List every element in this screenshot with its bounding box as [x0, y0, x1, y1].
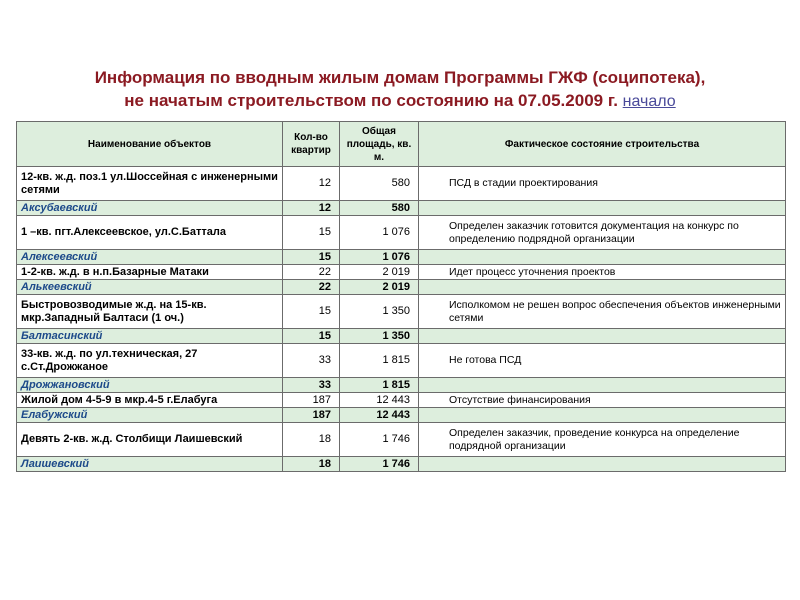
district-total-row: [17, 408, 786, 423]
area-cell: 1 076: [340, 216, 419, 250]
object-name-cell: 33-кв. ж.д. по ул.техническая, 27 с.Ст.Дрожжаное: [17, 344, 283, 378]
status-cell: [419, 201, 786, 216]
table-row: [17, 216, 786, 250]
object-name-cell: 1 –кв. пгт.Алексеевское, ул.С.Баттала: [17, 216, 283, 250]
page-title: [0, 66, 800, 113]
apartments-cell: 12: [283, 201, 340, 216]
status-cell: ПСД в стадии проектирования: [419, 167, 786, 201]
object-name-cell: Алексеевский: [17, 250, 283, 265]
title-line-2-text: не начатым строительством по состоянию на 07.05.2009 г.: [124, 91, 618, 110]
object-name-cell: Дрожжановский: [17, 378, 283, 393]
apartments-cell: 15: [283, 250, 340, 265]
area-cell: 1 746: [340, 457, 419, 472]
status-cell: [419, 408, 786, 423]
area-cell: 580: [340, 201, 419, 216]
title-line-2: [0, 89, 800, 113]
apartments-cell: 12: [283, 167, 340, 201]
area-cell: 1 350: [340, 329, 419, 344]
table-body: [17, 167, 786, 472]
object-name-cell: 12-кв. ж.д. поз.1 ул.Шоссейная с инженерными сетями: [17, 167, 283, 201]
area-cell: 12 443: [340, 393, 419, 408]
area-cell: 1 076: [340, 250, 419, 265]
apartments-cell: 22: [283, 280, 340, 295]
apartments-cell: 33: [283, 378, 340, 393]
area-cell: 1 350: [340, 295, 419, 329]
object-name-cell: Лаишевский: [17, 457, 283, 472]
object-name-cell: 1-2-кв. ж.д. в н.п.Базарные Матаки: [17, 265, 283, 280]
object-name-cell: Быстровозводимые ж.д. на 15-кв. мкр.Западный Балтаси (1 оч.): [17, 295, 283, 329]
status-cell: Отсутствие финансирования: [419, 393, 786, 408]
district-total-row: [17, 378, 786, 393]
object-name-cell: Жилой дом 4-5-9 в мкр.4-5 г.Елабуга: [17, 393, 283, 408]
district-total-row: [17, 201, 786, 216]
apartments-cell: 33: [283, 344, 340, 378]
status-cell: [419, 280, 786, 295]
table-row: [17, 167, 786, 201]
apartments-cell: 15: [283, 329, 340, 344]
table-row: [17, 344, 786, 378]
header-area: Общая площадь, кв. м.: [340, 122, 419, 167]
table-row: [17, 265, 786, 280]
apartments-cell: 22: [283, 265, 340, 280]
area-cell: 2 019: [340, 280, 419, 295]
status-cell: Определен заказчик готовится документация на конкурс по определению подрядной организации: [419, 216, 786, 250]
object-name-cell: Елабужский: [17, 408, 283, 423]
district-total-row: [17, 457, 786, 472]
status-cell: Исполкомом не решен вопрос обеспечения объектов инженерными сетями: [419, 295, 786, 329]
title-line-1: Информация по вводным жилым домам Программы ГЖФ (соципотека),: [94, 68, 706, 87]
header-name: Наименование объектов: [17, 122, 283, 167]
status-cell: [419, 378, 786, 393]
district-total-row: [17, 250, 786, 265]
header-apartments: Кол-во квартир: [283, 122, 340, 167]
area-cell: 1 815: [340, 378, 419, 393]
apartments-cell: 18: [283, 457, 340, 472]
status-cell: Определен заказчик, проведение конкурса на определение подрядной организации: [419, 423, 786, 457]
housing-table: [16, 121, 786, 472]
table-row: [17, 295, 786, 329]
table-row: [17, 393, 786, 408]
apartments-cell: 15: [283, 295, 340, 329]
area-cell: 2 019: [340, 265, 419, 280]
apartments-cell: 18: [283, 423, 340, 457]
status-cell: [419, 457, 786, 472]
status-cell: Идет процесс уточнения проектов: [419, 265, 786, 280]
area-cell: 580: [340, 167, 419, 201]
start-link[interactable]: начало: [622, 93, 676, 110]
apartments-cell: 187: [283, 408, 340, 423]
apartments-cell: 15: [283, 216, 340, 250]
district-total-row: [17, 329, 786, 344]
table-row: [17, 423, 786, 457]
area-cell: 1 746: [340, 423, 419, 457]
object-name-cell: Аксубаевский: [17, 201, 283, 216]
status-cell: [419, 250, 786, 265]
object-name-cell: Алькеевский: [17, 280, 283, 295]
header-status: Фактическое состояние строительства: [419, 122, 786, 167]
apartments-cell: 187: [283, 393, 340, 408]
object-name-cell: Девять 2-кв. ж.д. Столбищи Лаишевский: [17, 423, 283, 457]
object-name-cell: Балтасинский: [17, 329, 283, 344]
district-total-row: [17, 280, 786, 295]
area-cell: 12 443: [340, 408, 419, 423]
status-cell: Не готова ПСД: [419, 344, 786, 378]
status-cell: [419, 329, 786, 344]
table-header-row: [17, 122, 786, 167]
area-cell: 1 815: [340, 344, 419, 378]
